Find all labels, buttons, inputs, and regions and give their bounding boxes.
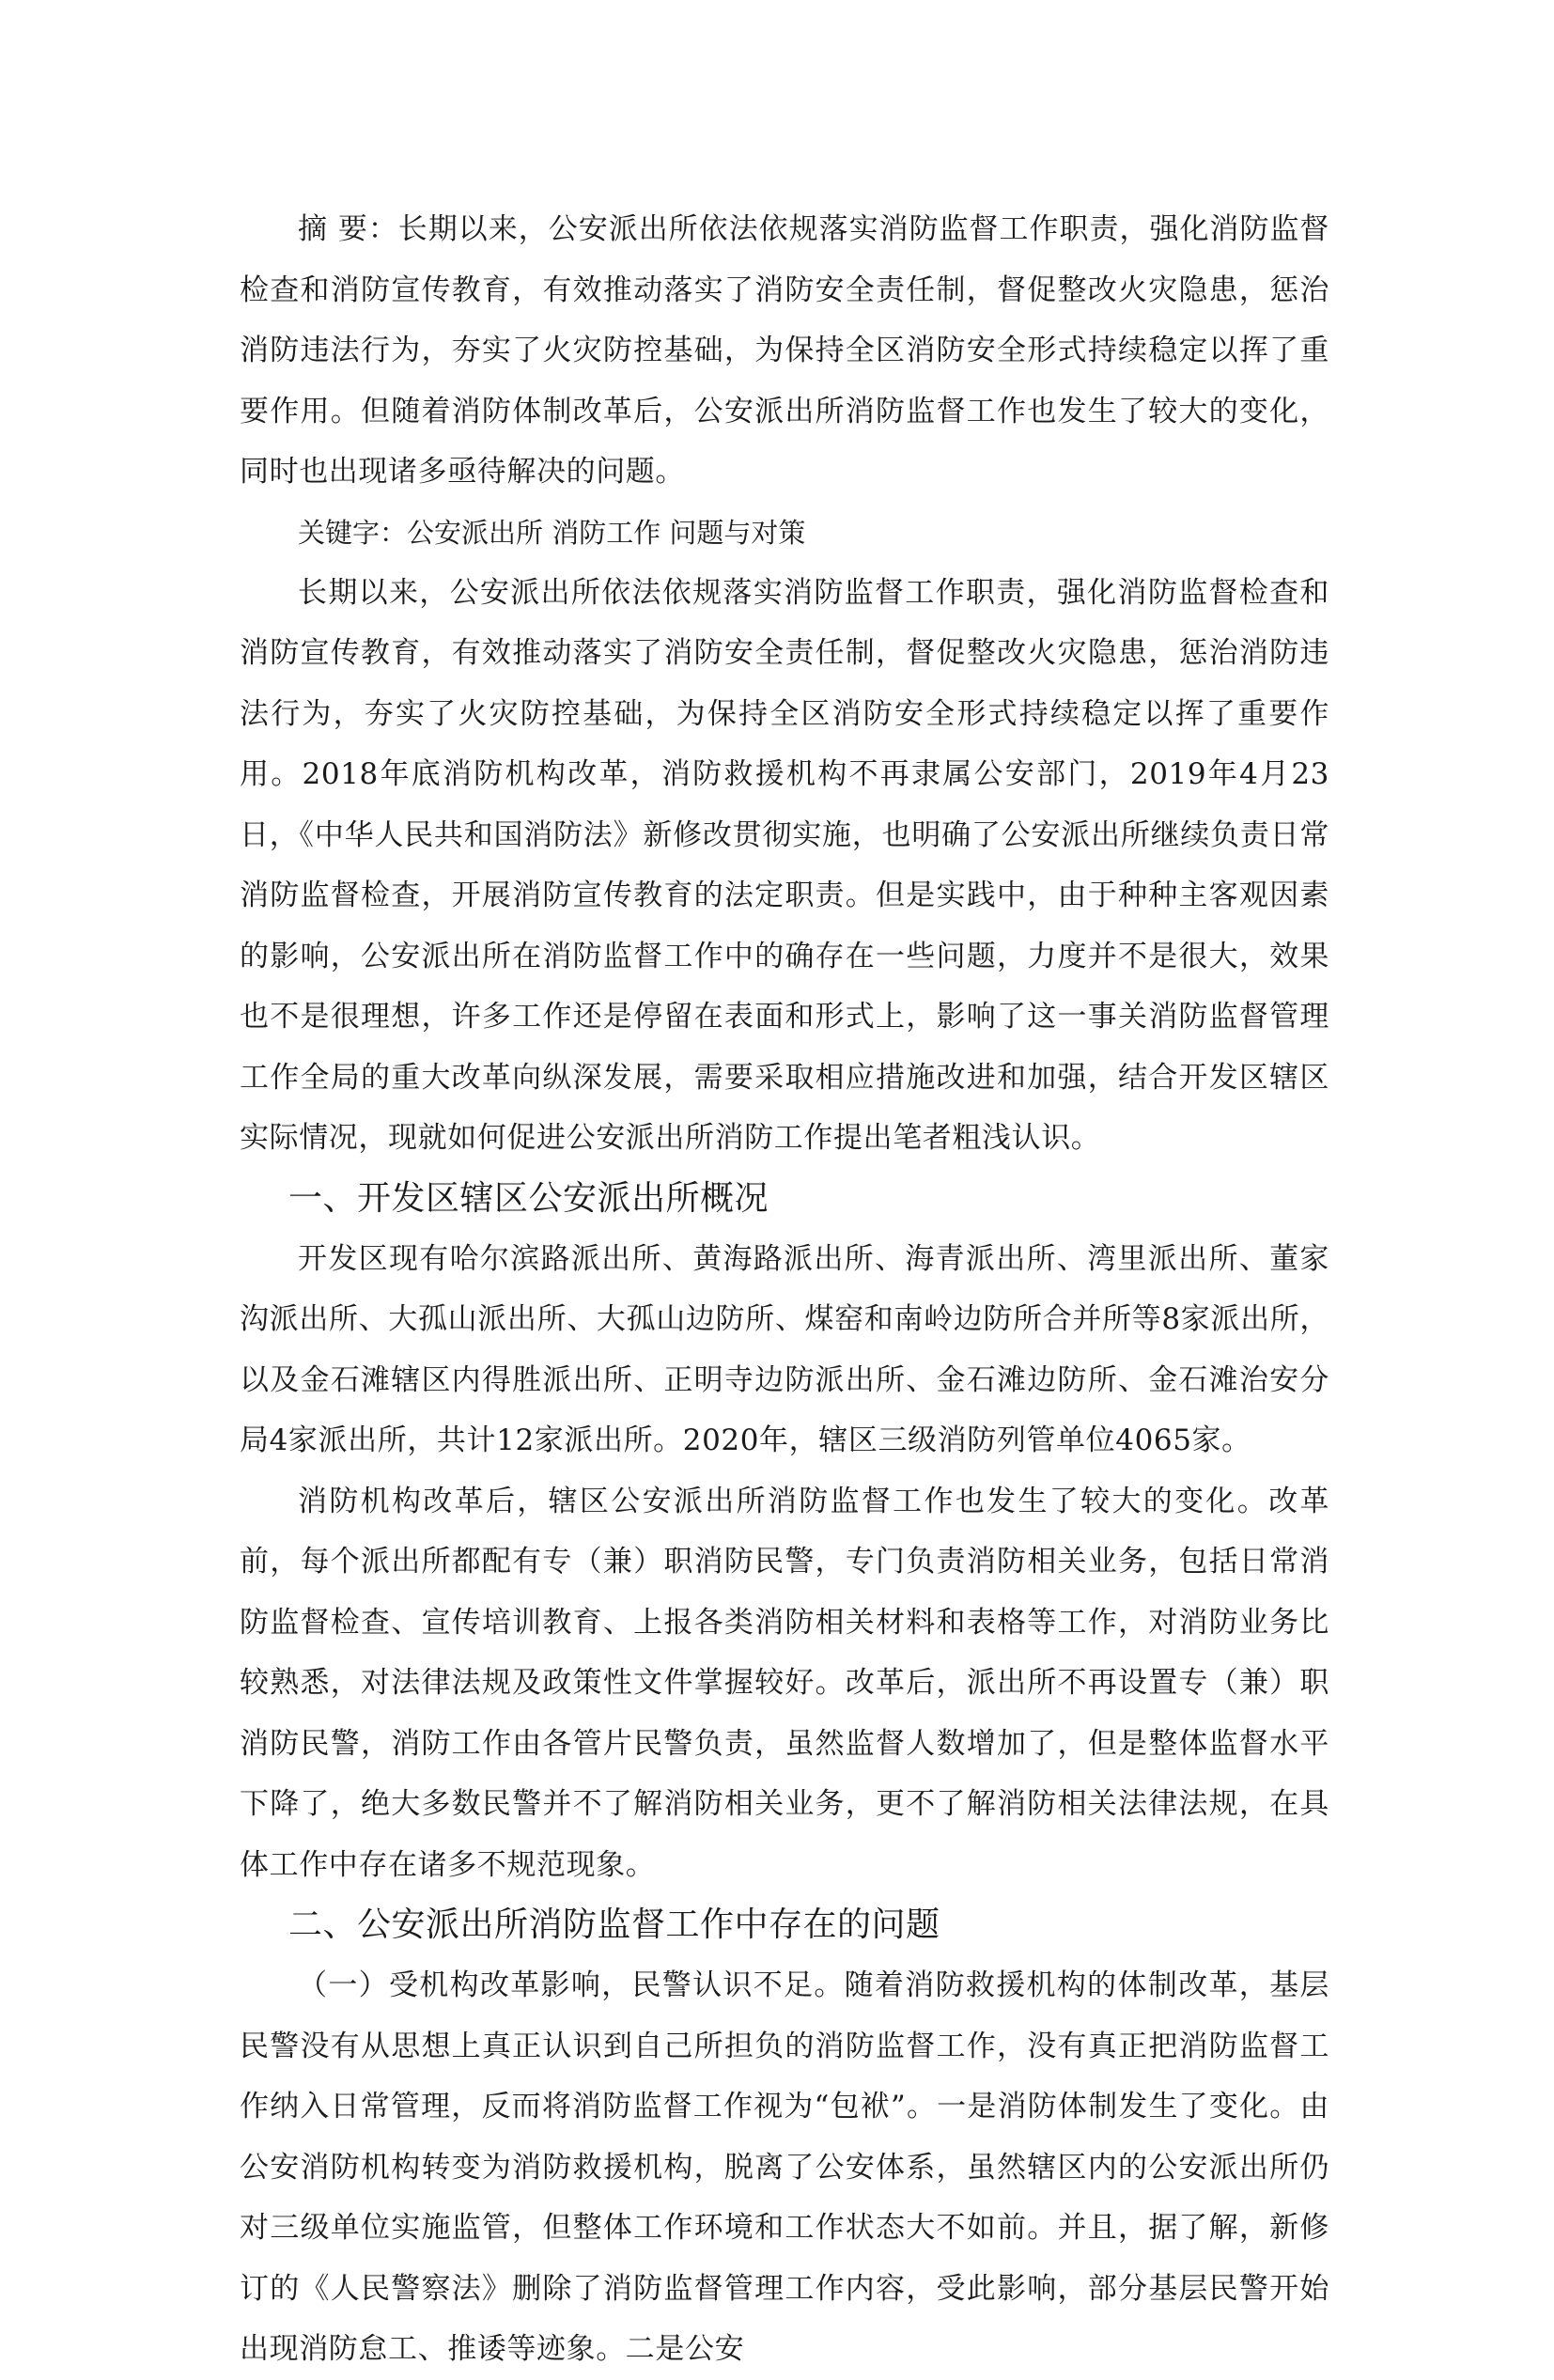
section-1-paragraph-1: 开发区现有哈尔滨路派出所、黄海路派出所、海青派出所、湾里派出所、董家沟派出所、大孤山派出所、大孤山边防所、煤窑和南岭边防所合并所等8家派出所，以及金石滩辖区内得胜派出所、正明寺边防派出所、金石滩边防所、金石滩治安分局4家派出所，共计12家派出所。2020年，辖区三级消防列管单位4065家。 — [240, 1241, 1329, 1457]
section-2-paragraph-1: （一）受机构改革影响，民警认识不足。随着消防救援机构的体制改革，基层民警没有从思想上真正认识到自己所担负的消防监督工作，没有真正把消防监督工作纳入日常管理，反而将消防监督工作视为“包袱”。一是消防体制发生了变化。由公安消防机构转变为消防救援机构，脱离了公安体系，虽然辖区内的公安派出所仍对三级单位实施监管，但整体工作环境和工作状态大不如前。并且，据了解，新修订的《人民警察法》删除了消防监督管理工作内容，受此影响，部分基层民警开始出现消防怠工、推诿等迹象。二是公安 — [240, 1968, 1329, 2366]
intro-paragraph: 长期以来，公安派出所依法依规落实消防监督工作职责，强化消防监督检查和消防宣传教育，有效推动落实了消防安全责任制，督促整改火灾隐患，惩治消防违法行为，夯实了火灾防控基础，为保持全区消防安全形式持续稳定以挥了重要作用。2018年底消防机构改革，消防救援机构不再隶属公安部门，2019年4月23日，《中华人民共和国消防法》新修改贯彻实施，也明确了公安派出所继续负责日常消防监督检查，开展消防宣传教育的法定职责。但是实践中，由于种种主客观因素的影响，公安派出所在消防监督工作中的确存在一些问题，力度并不是很大，效果也不是很理想，许多工作还是停留在表面和形式上，影响了这一事关消防监督管理工作全局的重大改革向纵深发展，需要采取相应措施改进和加强，结合开发区辖区实际情况，现就如何促进公安派出所消防工作提出笔者粗浅认识。 — [240, 575, 1329, 1155]
section-1-paragraph-2: 消防机构改革后，辖区公安派出所消防监督工作也发生了较大的变化。改革前，每个派出所都配有专（兼）职消防民警，专门负责消防相关业务，包括日常消防监督检查、宣传培训教育、上报各类消防相关材料和表格等工作，对消防业务比较熟悉，对法律法规及政策性文件掌握较好。改革后，派出所不再设置专（兼）职消防民警，消防工作由各管片民警负责，虽然监督人数增加了，但是整体监督水平下降了，绝大多数民警并不了解消防相关业务，更不了解消防相关法律法规，在具体工作中存在诸多不规范现象。 — [240, 1484, 1329, 1882]
section-2-heading: 二、公安派出所消防监督工作中存在的问题 — [288, 1906, 940, 1944]
abstract-paragraph: 摘 要：长期以来，公安派出所依法依规落实消防监督工作职责，强化消防监督检查和消防宣传教育，有效推动落实了消防安全责任制，督促整改火灾隐患，惩治消防违法行为，夯实了火灾防控基础，为保持全区消防安全形式持续稳定以挥了重要作用。但随着消防体制改革后，公安派出所消防监督工作也发生了较大的变化，同时也出现诸多亟待解决的问题。 — [240, 212, 1329, 489]
document-page — [240, 199, 1329, 2380]
keywords-line: 关键字：公安派出所 消防工作 问题与对策 — [298, 516, 806, 549]
section-1-heading: 一、开发区辖区公安派出所概况 — [288, 1178, 769, 1218]
